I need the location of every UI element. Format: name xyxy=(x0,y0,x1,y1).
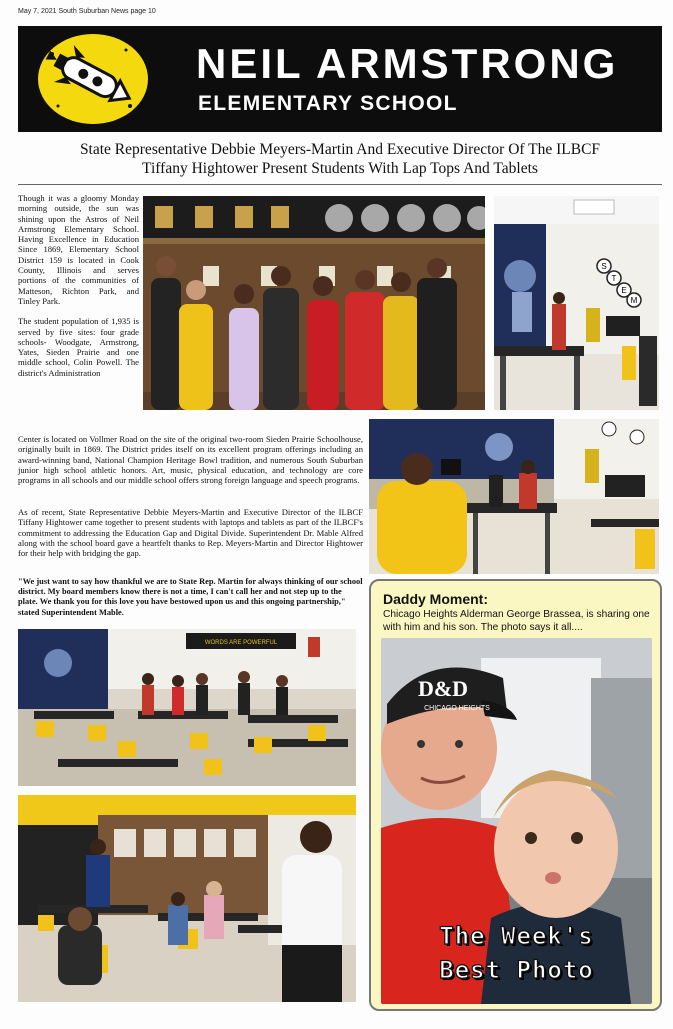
students-laptops-photo xyxy=(369,419,659,574)
article-column xyxy=(18,193,139,388)
father-son-photo xyxy=(381,638,652,1004)
best-photo-badge-line-1: The Week's xyxy=(439,922,594,950)
headline-line-1: State Representative Debbie Meyers-Martin And Executive Director Of The ILBCF xyxy=(79,141,601,158)
rocket-icon xyxy=(38,34,148,124)
group-photo xyxy=(143,196,485,410)
cap-text: CHICAGO HEIGHTS xyxy=(424,705,490,712)
divider xyxy=(18,184,662,185)
steam-letter: M xyxy=(630,296,638,305)
article-paragraph-1: Though it was a gloomy Monday morning outside, the sun was shining upon the Astros of Neil Armstrong Elementary School. Having Excellence in Education Since 1869, Elementary School District 159 is located in Cook County, Illinois and serves portions of the communities of Matteson, Richton Park, and Tinley Park. xyxy=(18,193,139,306)
masthead xyxy=(18,26,662,132)
cap-logo: D&D xyxy=(417,676,469,701)
best-photo-badge-line-2: Best Photo xyxy=(439,956,594,984)
school-subtitle: ELEMENTARY SCHOOL xyxy=(198,92,458,115)
steam-letter: T xyxy=(611,274,617,283)
rocket-logo xyxy=(38,34,148,124)
school-name: NEIL ARMSTRONG xyxy=(196,40,619,87)
article-headline xyxy=(18,140,662,178)
steam-letter: E xyxy=(621,286,627,295)
article-paragraph-3: As of recent, State Representative Debbie Meyers-Martin and Executive Director of the ILBCF Tiffany Hightower came together to present students with laptops and tablets as part of the ILBCF's commitment to addressing the Education Gap and Digital Divide. Superintendent Dr. Mable Alfred along with the school board gave a heartfelt thanks to Rep. Meyers-Martin and Director Hightower for their help with bridging the gap. xyxy=(18,507,363,559)
article-paragraph-2-start: The student population of 1,935 is served by five sites: four grade schools- Woodgate, Armstrong, Yates, Sieden Prairie and one middle school, Colin Powell. The district's Administration xyxy=(18,316,139,378)
daddy-moment-box xyxy=(369,579,662,1011)
page-header: May 7, 2021 South Suburban News page 10 xyxy=(18,8,156,15)
daddy-moment-caption: Chicago Heights Alderman George Brassea, is sharing one with him and his son. The photo says it all.... xyxy=(383,609,650,633)
steam-room-photo xyxy=(494,196,659,410)
steam-letter: S xyxy=(601,262,607,271)
classroom-photo-2 xyxy=(18,795,356,1002)
superintendent-quote: "We just want to say how thankful we are to State Rep. Martin for always thinking of our school district. My board members know there is not a time, I can't call her and not step up to the plate. We thank you for this love you have bestowed upon us and this ongoing partnership," stated Superintendent Mable. xyxy=(18,577,363,617)
daddy-moment-title: Daddy Moment: xyxy=(383,591,488,607)
article-paragraph-2-cont: Center is located on Vollmer Road on the site of the original two-room Sieden Prairie Schoolhouse, originally built in 1869. The District prides itself on its excellent program offerings including an award-winning band, National Champion Heritage Bowl tradition, and numerous South Suburban junior high school athletic honors. Art, music, physical education, and technology are core programs in all schools and our middle school offers strong foreign language and speech programs. xyxy=(18,434,363,486)
headline-line-2: Tiffany Hightower Present Students With Lap Tops And Tablets xyxy=(142,160,538,177)
classroom-photo-1 xyxy=(18,629,356,786)
classroom-banner: WORDS ARE POWERFUL xyxy=(204,640,278,646)
